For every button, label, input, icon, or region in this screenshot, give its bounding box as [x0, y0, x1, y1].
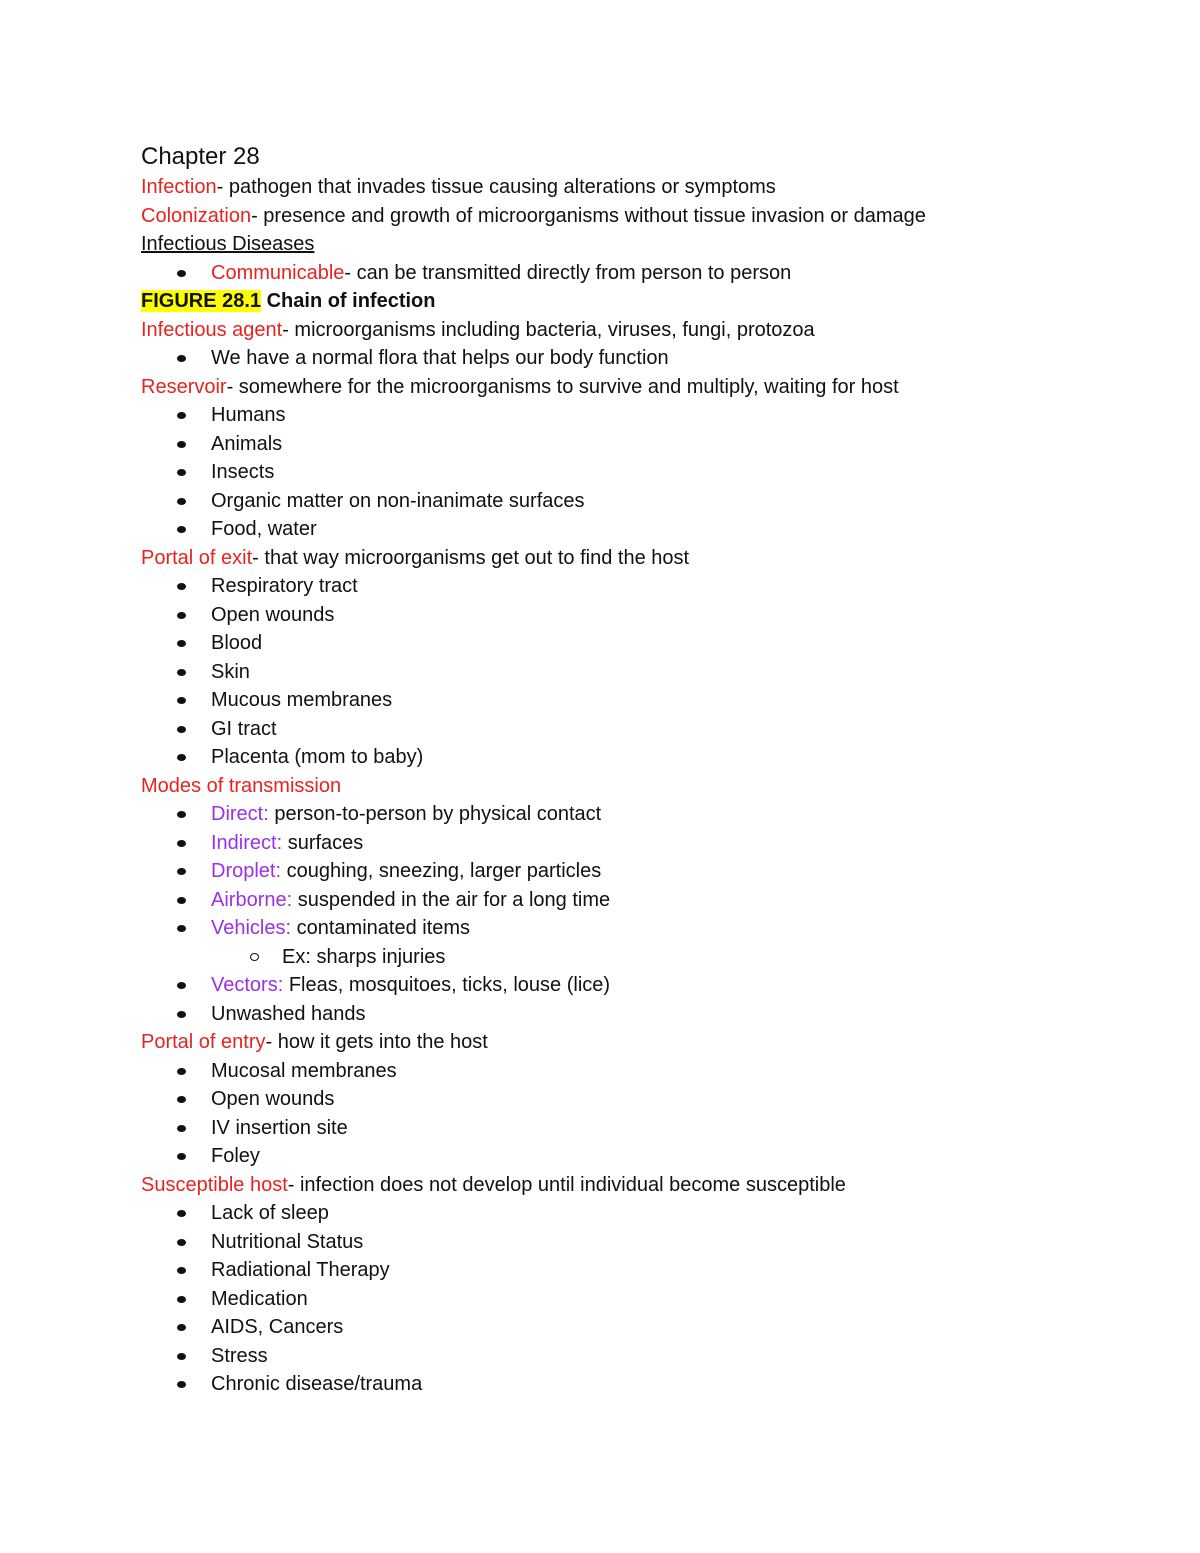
term: Vectors: — [211, 974, 284, 996]
list-item: We have a normal flora that helps our body function — [141, 344, 1141, 373]
definition: suspended in the air for a long time — [292, 888, 611, 911]
figure-caption — [141, 287, 1141, 316]
list-item — [141, 800, 1141, 829]
figure-title: Chain of infection — [261, 290, 436, 312]
list-item — [141, 886, 1141, 915]
list-item — [141, 914, 1141, 943]
definition: - can be transmitted directly from person to person — [344, 261, 792, 284]
term: Communicable — [211, 261, 345, 284]
term: Airborne: — [211, 888, 293, 911]
list-item: Animals — [141, 430, 1141, 459]
list-item: Skin — [141, 658, 1141, 687]
infection-definition — [141, 173, 1141, 202]
document-page — [141, 141, 1141, 1399]
list-item: IV insertion site — [141, 1114, 1141, 1143]
term: Portal of entry — [141, 1031, 266, 1053]
list-item: Medication — [141, 1285, 1141, 1314]
list-item: Organic matter on non-inanimate surfaces — [141, 487, 1141, 516]
term: Direct: — [211, 803, 269, 825]
term: Indirect: — [211, 831, 283, 854]
list-item — [141, 971, 1141, 1000]
list-item: Lack of sleep — [141, 1199, 1141, 1228]
definition: - that way microorganisms get out to find the host — [252, 546, 690, 569]
definition: - presence and growth of microorganisms without tissue invasion or damage — [251, 204, 926, 227]
list-item: Mucosal membranes — [141, 1057, 1141, 1086]
section-heading-transmission: Modes of transmission — [141, 774, 342, 797]
term: Reservoir — [141, 375, 227, 398]
list-item: Food, water — [141, 515, 1141, 544]
definition: surfaces — [282, 831, 364, 854]
term: Infection — [141, 176, 217, 198]
list-item: Open wounds — [141, 1085, 1141, 1114]
definition: coughing, sneezing, larger particles — [281, 860, 602, 882]
susceptible-host-definition — [141, 1171, 1141, 1200]
definition: - pathogen that invades tissue causing alterations or symptoms — [216, 176, 776, 198]
portal-of-exit-definition — [141, 544, 1141, 573]
list-item: Respiratory tract — [141, 572, 1141, 601]
figure-label: FIGURE 28.1 — [141, 290, 262, 312]
list-item: GI tract — [141, 715, 1141, 744]
term: Infectious agent — [141, 318, 283, 341]
section-heading-infectious-diseases: Infectious Diseases — [141, 233, 315, 255]
definition: Fleas, mosquitoes, ticks, louse (lice) — [283, 974, 611, 996]
list-item — [141, 829, 1141, 858]
list-item — [141, 857, 1141, 886]
reservoir-definition — [141, 373, 1141, 402]
definition: contaminated items — [291, 917, 471, 939]
definition: - infection does not develop until individual become susceptible — [287, 1173, 846, 1196]
list-item: Open wounds — [141, 601, 1141, 630]
definition: - somewhere for the microorganisms to survive and multiply, waiting for host — [226, 375, 899, 398]
list-item: Humans — [141, 401, 1141, 430]
portal-of-entry-definition — [141, 1028, 1141, 1057]
list-item: Unwashed hands — [141, 1000, 1141, 1029]
list-item: Blood — [141, 629, 1141, 658]
list-item: Nutritional Status — [141, 1228, 1141, 1257]
list-item: Stress — [141, 1342, 1141, 1371]
list-item: Placenta (mom to baby) — [141, 743, 1141, 772]
list-item: Mucous membranes — [141, 686, 1141, 715]
list-item: AIDS, Cancers — [141, 1313, 1141, 1342]
list-item: Radiational Therapy — [141, 1256, 1141, 1285]
colonization-definition — [141, 202, 1141, 231]
list-item: Chronic disease/trauma — [141, 1370, 1141, 1399]
term: Portal of exit — [141, 546, 253, 569]
term: Droplet: — [211, 860, 282, 882]
definition: - microorganisms including bacteria, viruses, fungi, protozoa — [282, 318, 815, 341]
agent-definition — [141, 316, 1141, 345]
definition: - how it gets into the host — [265, 1031, 488, 1053]
term: Vehicles: — [211, 917, 292, 939]
term: Susceptible host — [141, 1173, 288, 1196]
chapter-title: Chapter 28 — [141, 143, 260, 170]
sub-list-item: Ex: sharps injuries — [141, 943, 1141, 972]
list-item: Foley — [141, 1142, 1141, 1171]
term: Colonization — [141, 204, 252, 227]
list-item: Insects — [141, 458, 1141, 487]
list-item — [141, 259, 1141, 288]
definition: person-to-person by physical contact — [268, 803, 602, 825]
